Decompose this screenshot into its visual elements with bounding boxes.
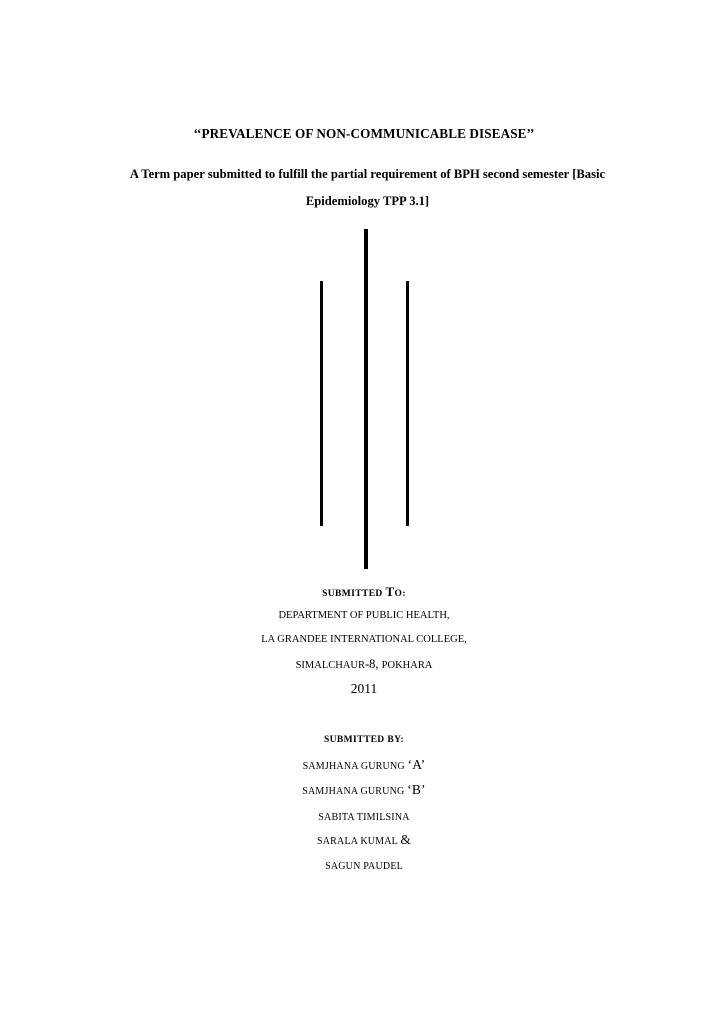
author-name xyxy=(0,782,728,798)
author-name xyxy=(0,832,728,848)
author-name-suffix: & xyxy=(400,832,412,847)
author-name xyxy=(0,757,728,773)
submitted-by-heading: SUBMITTED BY: xyxy=(323,735,405,745)
author-name-text: SAMJHANA GURUNG xyxy=(302,786,408,797)
submission-year: 2011 xyxy=(350,681,378,696)
submitted-to-heading xyxy=(0,584,728,600)
college-address xyxy=(0,657,728,672)
submitted-to-heading-tail: O: xyxy=(394,589,406,599)
address-main: SIMALCHAUR xyxy=(295,660,365,671)
college-name: LA GRANDEE INTERNATIONAL COLLEGE, xyxy=(261,634,467,645)
author-name xyxy=(0,808,728,824)
paper-title: ‘‘PREVALENCE OF NON-COMMUNICABLE DISEASE’’ xyxy=(193,126,535,141)
department-name: DEPARTMENT OF PUBLIC HEALTH, xyxy=(278,610,450,621)
author-name xyxy=(0,857,728,873)
decorative-bar-middle xyxy=(364,229,368,569)
author-name-suffix: ‘A’ xyxy=(407,757,426,772)
submitted-to-heading-cap: T xyxy=(385,584,395,599)
author-name-text: SARALA KUMAL xyxy=(316,836,401,847)
paper-subtitle xyxy=(90,161,645,215)
address-city: POKHARA xyxy=(381,660,433,671)
author-name-text: SAMJHANA GURUNG xyxy=(302,761,408,772)
subtitle-line-2: Epidemiology TPP 3.1] xyxy=(305,194,430,208)
decorative-bar-left xyxy=(320,281,323,526)
submitted-to-heading-word: SUBMITTED xyxy=(322,589,386,599)
decorative-bar-right xyxy=(406,281,409,526)
author-name-text: SAGUN PAUDEL xyxy=(325,861,403,872)
address-number: -8, xyxy=(365,657,382,671)
author-name-suffix: ‘B’ xyxy=(407,782,426,797)
subtitle-line-1: A Term paper submitted to fulfill the partial requirement of BPH second semester [Basic xyxy=(129,167,606,181)
author-name-text: SABITA TIMILSINA xyxy=(318,812,410,823)
